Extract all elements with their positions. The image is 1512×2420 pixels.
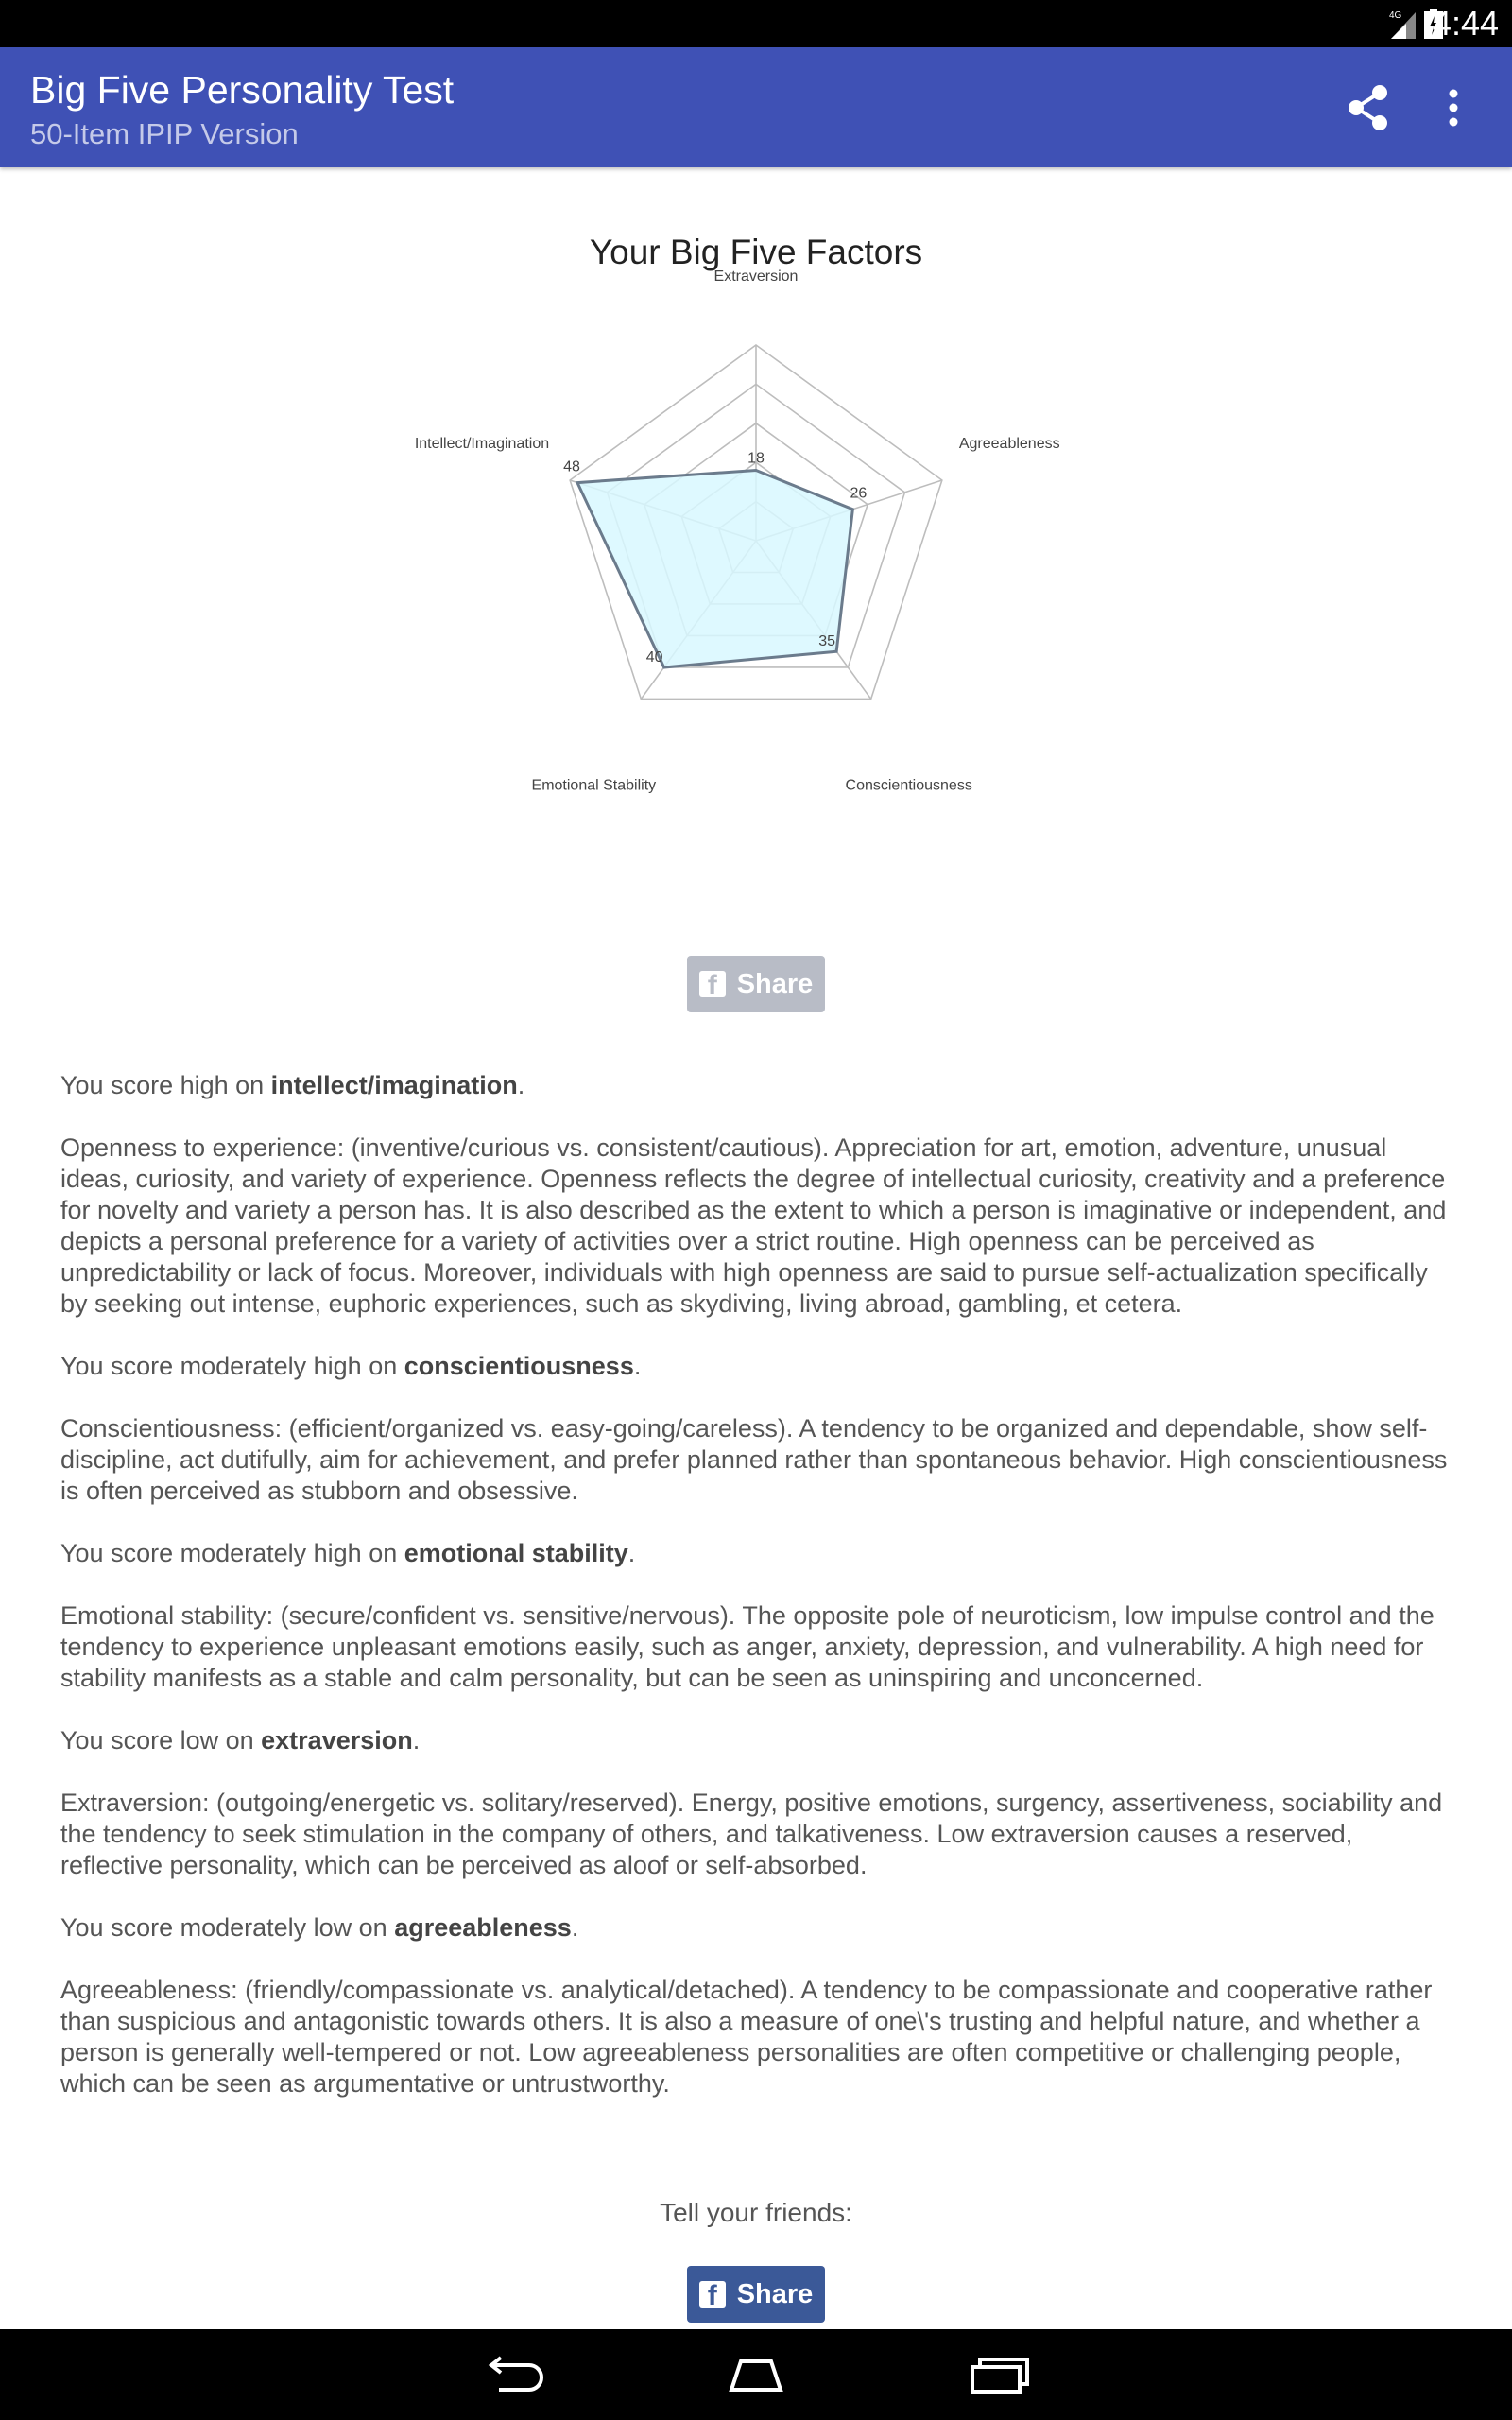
radar-value-label: 35 <box>818 633 836 650</box>
trait-name: extraversion <box>261 1726 413 1754</box>
radar-chart <box>378 268 1134 853</box>
score-summary: You score moderately high on conscientiousness. <box>60 1352 642 1380</box>
trait-name: conscientiousness <box>404 1352 634 1380</box>
home-icon <box>722 2356 790 2394</box>
score-summary: You score moderately high on emotional stability. <box>60 1539 636 1567</box>
trait-description: Extraversion: (outgoing/energetic vs. solitary/reserved). Energy, positive emotions, surgency, assertiveness, sociability and the tendency to seek stimulation in the company of others, and talkativeness. Low extraversion causes a reserved, reflective personality, which can be perceived as aloof or self-absorbed. <box>60 1789 1443 1879</box>
result-item <box>60 1725 1459 1881</box>
navigation-bar <box>0 2329 1512 2420</box>
trait-description: Emotional stability: (secure/confident vs. sensitive/nervous). The opposite pole of neuroticism, low impulse control and the tendency to experience unpleasant emotions easily, such as anger, anxiety, depression, and vulnerability. A high need for stability manifests as a stable and calm personality, but can be seen as uninspiring and unconcerned. <box>60 1601 1435 1692</box>
chart-title: Your Big Five Factors <box>589 233 923 271</box>
recents-icon <box>967 2356 1033 2394</box>
back-button[interactable] <box>466 2346 560 2403</box>
cell-signal-icon <box>1389 9 1418 39</box>
result-item <box>60 1351 1459 1507</box>
facebook-icon: f <box>699 971 726 997</box>
result-item <box>60 1070 1459 1320</box>
back-icon <box>480 2356 546 2394</box>
trait-name: emotional stability <box>404 1539 628 1567</box>
app-title: Big Five Personality Test <box>30 68 455 112</box>
tell-friends-label: Tell your friends: <box>660 2198 852 2227</box>
svg-text:4G: 4G <box>1389 10 1402 21</box>
trait-name: agreeableness <box>394 1913 572 1942</box>
trait-description: Conscientiousness: (efficient/organized vs. easy-going/careless). A tendency to be organized and dependable, show self-discipline, act dutifully, aim for achievement, and prefer planned rather than spontaneous behavior. High conscientiousness is often perceived as stubborn and obsessive. <box>60 1414 1448 1505</box>
status-time: 4:44 <box>1432 4 1499 43</box>
share-label: Share <box>736 968 814 999</box>
results-content[interactable] <box>0 167 1512 2311</box>
trait-description: Openness to experience: (inventive/curious vs. consistent/cautious). Appreciation for art, emotion, adventure, unusual ideas, curiosity, and variety of experience. Openness reflects the degree of intellectual curiosity, creativity and a preference for novelty and variety a person has. It is also described as the extent to which a person is imaginative or independent, and depicts a personal preference for a variety of activities over a strict routine. High openness can be perceived as unpredictability or lack of focus. Moreover, individuals with high openness are said to pursue self-actualization specifically by seeking out intense, euphoric experiences, such as skydiving, living abroad, gambling, et cetera. <box>60 1133 1447 1318</box>
radar-axis-label: Agreeableness <box>958 436 1060 453</box>
radar-axis-label: Conscientiousness <box>845 777 972 794</box>
radar-value-label: 26 <box>850 485 868 502</box>
score-summary: You score moderately low on agreeableness. <box>60 1913 579 1942</box>
app-bar <box>0 47 1512 167</box>
share-label: Share <box>736 2278 814 2309</box>
results-text <box>60 1070 1459 2131</box>
facebook-share-button-disabled[interactable] <box>687 956 825 1012</box>
radar-axis-label: Intellect/Imagination <box>414 436 550 453</box>
share-button[interactable] <box>1334 74 1402 142</box>
score-summary: You score high on intellect/imagination. <box>60 1071 525 1099</box>
result-item <box>60 1538 1459 1694</box>
trait-name: intellect/imagination <box>270 1071 518 1099</box>
radar-value-label: 18 <box>747 450 765 467</box>
facebook-share-button[interactable] <box>687 2266 825 2323</box>
facebook-icon: f <box>699 2281 726 2308</box>
share-icon <box>1344 83 1393 132</box>
status-bar <box>0 0 1512 47</box>
radar-data-area <box>577 470 852 666</box>
app-subtitle: 50-Item IPIP Version <box>30 117 299 150</box>
radar-value-label: 40 <box>645 648 663 666</box>
radar-axis-label: Extraversion <box>713 268 799 285</box>
trait-description: Agreeableness: (friendly/compassionate vs. analytical/detached). A tendency to be compassionate and cooperative rather than suspicious and antagonistic towards others. It is also a measure of one\'s trusting and helpful nature, and whether a person is generally well-tempered or not. Low agreeableness personalities are often competitive or challenging people, which can be seen as argumentative or untrustworthy. <box>60 1976 1433 2098</box>
score-summary: You score low on extraversion. <box>60 1726 421 1754</box>
radar-axis-label: Emotional Stability <box>531 777 657 794</box>
overflow-menu-button[interactable] <box>1419 74 1487 142</box>
home-button[interactable] <box>709 2346 803 2403</box>
more-vert-icon <box>1448 89 1459 127</box>
radar-value-label: 48 <box>563 458 580 475</box>
recents-button[interactable] <box>953 2346 1047 2403</box>
result-item <box>60 1912 1459 2100</box>
